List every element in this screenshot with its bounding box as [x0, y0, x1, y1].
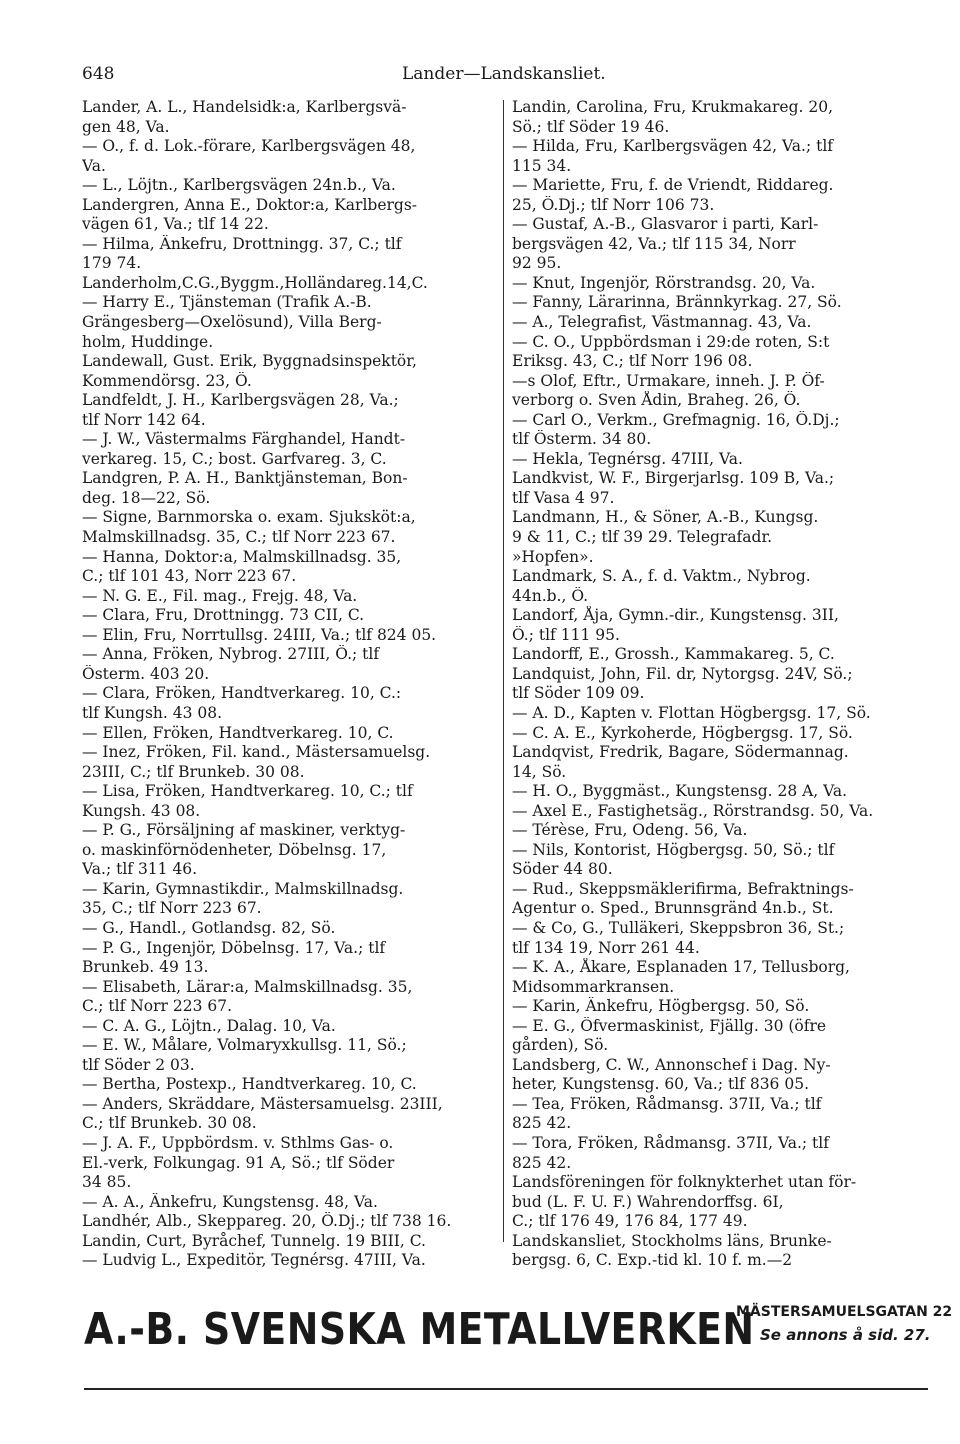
directory-line: heter, Kungstensg. 60, Va.; tlf 836 05. [512, 1075, 809, 1094]
directory-line: — A. A., Änkefru, Kungstensg. 48, Va. [82, 1192, 378, 1211]
directory-line: deg. 18—22, Sö. [82, 488, 211, 507]
directory-line: — C. A. G., Löjtn., Dalag. 10, Va. [82, 1016, 336, 1035]
directory-line: Kommendörsg. 23, Ö. [82, 371, 252, 390]
directory-line: 825 42. [512, 1114, 572, 1133]
directory-line: Landmann, H., & Söner, A.-B., Kungsg. [512, 508, 819, 527]
directory-line: o. maskinförnödenheter, Döbelnsg. 17, [82, 840, 387, 859]
directory-line: 9 & 11, C.; tlf 39 29. Telegrafadr. [512, 528, 773, 547]
directory-line: — Axel E., Fastighetsäg., Rörstrandsg. 50, Va. [512, 801, 874, 820]
directory-line: Landergren, Anna E., Doktor:a, Karlbergs- [82, 195, 418, 214]
directory-line: Landorff, E., Grossh., Kammakareg. 5, C. [512, 645, 835, 664]
directory-line: Söder 44 80. [512, 860, 613, 879]
directory-line: 44n.b., Ö. [512, 586, 589, 605]
page-number: 648 [82, 64, 115, 84]
directory-line: — Nils, Kontorist, Högbergsg. 50, Sö.; tlf [512, 840, 835, 859]
right-column [512, 98, 934, 1271]
advertisement [84, 1302, 953, 1366]
directory-line: — Elisabeth, Lärar:a, Malmskillnadsg. 35, [82, 977, 413, 996]
directory-line: — G., Handl., Gotlandsg. 82, Sö. [82, 918, 336, 937]
directory-line: — Ludvig L., Expeditör, Tegnérsg. 47III, Va. [82, 1251, 426, 1270]
directory-line: — Ellen, Fröken, Handtverkareg. 10, C. [82, 723, 394, 742]
directory-line: Ö.; tlf 111 95. [512, 625, 620, 644]
directory-line: Landfeldt, J. H., Karlbergsvägen 28, Va.; [82, 391, 399, 410]
directory-line: — P. G., Ingenjör, Döbelnsg. 17, Va.; tlf [82, 938, 386, 957]
directory-line: 92 95. [512, 254, 562, 273]
directory-line: — Lisa, Fröken, Handtverkareg. 10, C.; tlf [82, 782, 413, 801]
directory-line: tlf 134 19, Norr 261 44. [512, 938, 700, 957]
directory-line: gen 48, Va. [82, 117, 170, 136]
directory-line: Landorf, Åja, Gymn.-dir., Kungstensg. 3II, [512, 606, 839, 625]
directory-line: Sö.; tlf Söder 19 46. [512, 117, 670, 136]
directory-line: Grängesberg—Oxelösund), Villa Berg- [82, 313, 382, 332]
directory-line: — Tora, Fröken, Rådmansg. 37II, Va.; tlf [512, 1133, 829, 1152]
directory-line: — Hilda, Fru, Karlbergsvägen 42, Va.; tlf [512, 137, 834, 156]
directory-line: — P. G., Försäljning af maskiner, verktyg- [82, 821, 406, 840]
directory-line: C.; tlf Brunkeb. 30 08. [82, 1114, 257, 1133]
ad-street-address: MÄSTERSAMUELSGATAN 22 [736, 1304, 953, 1320]
directory-line: — Rud., Skeppsmäklerifirma, Befraktnings- [512, 879, 854, 898]
directory-line: — Signe, Barnmorska o. exam. Sjuksköt:a, [82, 508, 416, 527]
directory-line: Va. [82, 156, 106, 175]
directory-line: Landsberg, C. W., Annonschef i Dag. Ny- [512, 1055, 831, 1074]
directory-line: — K. A., Åkare, Esplanaden 17, Tellusborg, [512, 958, 850, 977]
directory-line: C.; tlf 176 49, 176 84, 177 49. [512, 1212, 748, 1231]
directory-line: tlf Norr 142 64. [82, 410, 206, 429]
directory-line: 115 34. [512, 156, 572, 175]
directory-line: Midsommarkransen. [512, 977, 675, 996]
directory-line: Landquist, John, Fil. dr, Nytorgsg. 24V, Sö.; [512, 664, 853, 683]
directory-line: — Karin, Gymnastikdir., Malmskillnadsg. [82, 879, 404, 898]
directory-line: »Hopfen». [512, 547, 594, 566]
ad-company-name: A.-B. SVENSKA METALLVERKEN [84, 1304, 755, 1355]
directory-line: 179 74. [82, 254, 142, 273]
left-column [82, 98, 498, 1271]
column-divider [503, 100, 504, 1242]
directory-line: tlf Kungsh. 43 08. [82, 703, 223, 722]
directory-line: — Hekla, Tegnérsg. 47III, Va. [512, 449, 743, 468]
directory-line: Brunkeb. 49 13. [82, 958, 209, 977]
directory-line: 14, Sö. [512, 762, 567, 781]
directory-line: tlf Söder 2 03. [82, 1055, 195, 1074]
directory-line: — E. W., Målare, Volmaryxkullsg. 11, Sö.; [82, 1036, 407, 1055]
directory-line: holm, Huddinge. [82, 332, 214, 351]
directory-line: bud (L. F. U. F.) Wahrendorffsg. 6I, [512, 1192, 784, 1211]
directory-line: El.-verk, Folkungag. 91 A, Sö.; tlf Söder [82, 1153, 395, 1172]
directory-line: — N. G. E., Fil. mag., Frejg. 48, Va. [82, 586, 358, 605]
directory-line: 35, C.; tlf Norr 223 67. [82, 899, 262, 918]
directory-line: — H. O., Byggmäst., Kungstensg. 28 A, Va. [512, 782, 848, 801]
directory-line: — L., Löjtn., Karlbergsvägen 24n.b., Va. [82, 176, 396, 195]
directory-line: — Hanna, Doktor:a, Malmskillnadsg. 35, [82, 547, 402, 566]
directory-line: Landerholm,C.G.,Byggm.,Holländareg.14,C. [82, 273, 428, 292]
directory-line: Lander, A. L., Handelsidk:a, Karlbergsvä- [82, 98, 407, 116]
directory-line: Malmskillnadsg. 35, C.; tlf Norr 223 67. [82, 528, 396, 547]
directory-line: — Bertha, Postexp., Handtverkareg. 10, C. [82, 1075, 417, 1094]
directory-line: Landmark, S. A., f. d. Vaktm., Nybrog. [512, 567, 811, 586]
directory-line: 23III, C.; tlf Brunkeb. 30 08. [82, 762, 305, 781]
directory-line: Landin, Curt, Byråchef, Tunnelg. 19 BIII, C. [82, 1231, 426, 1250]
directory-line: — Anders, Skräddare, Mästersamuelsg. 23III, [82, 1094, 443, 1113]
directory-line: Landewall, Gust. Erik, Byggnadsinspektör, [82, 352, 417, 371]
directory-line: — Gustaf, A.-B., Glasvaror i parti, Karl- [512, 215, 819, 234]
directory-line: — Clara, Fröken, Handtverkareg. 10, C.: [82, 684, 402, 703]
directory-line: tlf Söder 109 09. [512, 684, 645, 703]
directory-line: Eriksg. 43, C.; tlf Norr 196 08. [512, 352, 753, 371]
directory-line: — Knut, Ingenjör, Rörstrandsg. 20, Va. [512, 273, 816, 292]
directory-line: 25, Ö.Dj.; tlf Norr 106 73. [512, 195, 715, 214]
directory-line: — Mariette, Fru, f. de Vriendt, Riddareg. [512, 176, 834, 195]
directory-line: — C. O., Uppbördsman i 29:de roten, S:t [512, 332, 830, 351]
directory-line: C.; tlf 101 43, Norr 223 67. [82, 567, 297, 586]
page-header [82, 64, 932, 88]
directory-line: verkareg. 15, C.; bost. Garfvareg. 3, C. [82, 449, 387, 468]
directory-line: Österm. 403 20. [82, 664, 210, 683]
directory-line: Landkvist, W. F., Birgerjarlsg. 109 B, Va.; [512, 469, 835, 488]
directory-line: bergsg. 6, C. Exp.-tid kl. 10 f. m.—2 [512, 1251, 793, 1270]
directory-line: Landskansliet, Stockholms läns, Brunke- [512, 1231, 832, 1250]
directory-line: —s Olof, Eftr., Urmakare, inneh. J. P. Öf- [512, 371, 825, 390]
directory-line: Landqvist, Fredrik, Bagare, Södermannag. [512, 743, 849, 762]
directory-line: — Térèse, Fru, Odeng. 56, Va. [512, 821, 748, 840]
directory-line: Landsföreningen för folknykterhet utan för- [512, 1173, 857, 1192]
directory-line: 825 42. [512, 1153, 572, 1172]
directory-line: — Tea, Fröken, Rådmansg. 37II, Va.; tlf [512, 1094, 822, 1113]
directory-line: gården), Sö. [512, 1036, 609, 1055]
directory-line: Kungsh. 43 08. [82, 801, 201, 820]
directory-line: — A. D., Kapten v. Flottan Högbergsg. 17, Sö. [512, 703, 871, 722]
directory-line: — Hilma, Änkefru, Drottningg. 37, C.; tlf [82, 234, 402, 253]
directory-line: — Inez, Fröken, Fil. kand., Mästersamuelsg. [82, 743, 431, 762]
directory-line: — & Co, G., Tulläkeri, Skeppsbron 36, St.; [512, 918, 845, 937]
directory-line: — J. A. F., Uppbördsm. v. Sthlms Gas- o. [82, 1133, 394, 1152]
directory-line: vägen 61, Va.; tlf 14 22. [82, 215, 269, 234]
directory-line: — Karin, Änkefru, Högbergsg. 50, Sö. [512, 997, 810, 1016]
bottom-rule [84, 1388, 928, 1390]
directory-line: — E. G., Öfvermaskinist, Fjällg. 30 (öfre [512, 1016, 827, 1035]
directory-line: Landin, Carolina, Fru, Krukmakareg. 20, [512, 98, 834, 116]
directory-line: — Anna, Fröken, Nybrog. 27III, Ö.; tlf [82, 645, 380, 664]
directory-line: bergsvägen 42, Va.; tlf 115 34, Norr [512, 234, 796, 253]
directory-line: Agentur o. Sped., Brunnsgränd 4n.b., St. [512, 899, 834, 918]
directory-line: — Fanny, Lärarinna, Brännkyrkag. 27, Sö. [512, 293, 842, 312]
directory-line: verborg o. Sven Ådin, Braheg. 26, Ö. [512, 391, 801, 410]
directory-line: C.; tlf Norr 223 67. [82, 997, 233, 1016]
directory-line: — Harry E., Tjänsteman (Trafik A.-B. [82, 293, 372, 312]
directory-line: Landhér, Alb., Skeppareg. 20, Ö.Dj.; tlf 738 16. [82, 1212, 452, 1231]
directory-line: — A., Telegrafist, Västmannag. 43, Va. [512, 313, 812, 332]
directory-line: tlf Österm. 34 80. [512, 430, 652, 449]
directory-line: 34 85. [82, 1173, 132, 1192]
directory-line: — Elin, Fru, Norrtullsg. 24III, Va.; tlf 824 05. [82, 625, 437, 644]
directory-line: — Clara, Fru, Drottningg. 73 CII, C. [82, 606, 365, 625]
directory-line: tlf Vasa 4 97. [512, 488, 615, 507]
running-title: Lander—Landskansliet. [402, 64, 606, 84]
directory-line: — C. A. E., Kyrkoherde, Högbergsg. 17, Sö. [512, 723, 853, 742]
directory-line: Landgren, P. A. H., Banktjänsteman, Bon- [82, 469, 408, 488]
directory-line: — Carl O., Verkm., Grefmagnig. 16, Ö.Dj.; [512, 410, 840, 429]
directory-line: — O., f. d. Lok.-förare, Karlbergsvägen 48, [82, 137, 416, 156]
directory-line: — J. W., Västermalms Färghandel, Handt- [82, 430, 406, 449]
ad-page-reference: Se annons å sid. 27. [760, 1326, 931, 1344]
directory-line: Va.; tlf 311 46. [82, 860, 198, 879]
